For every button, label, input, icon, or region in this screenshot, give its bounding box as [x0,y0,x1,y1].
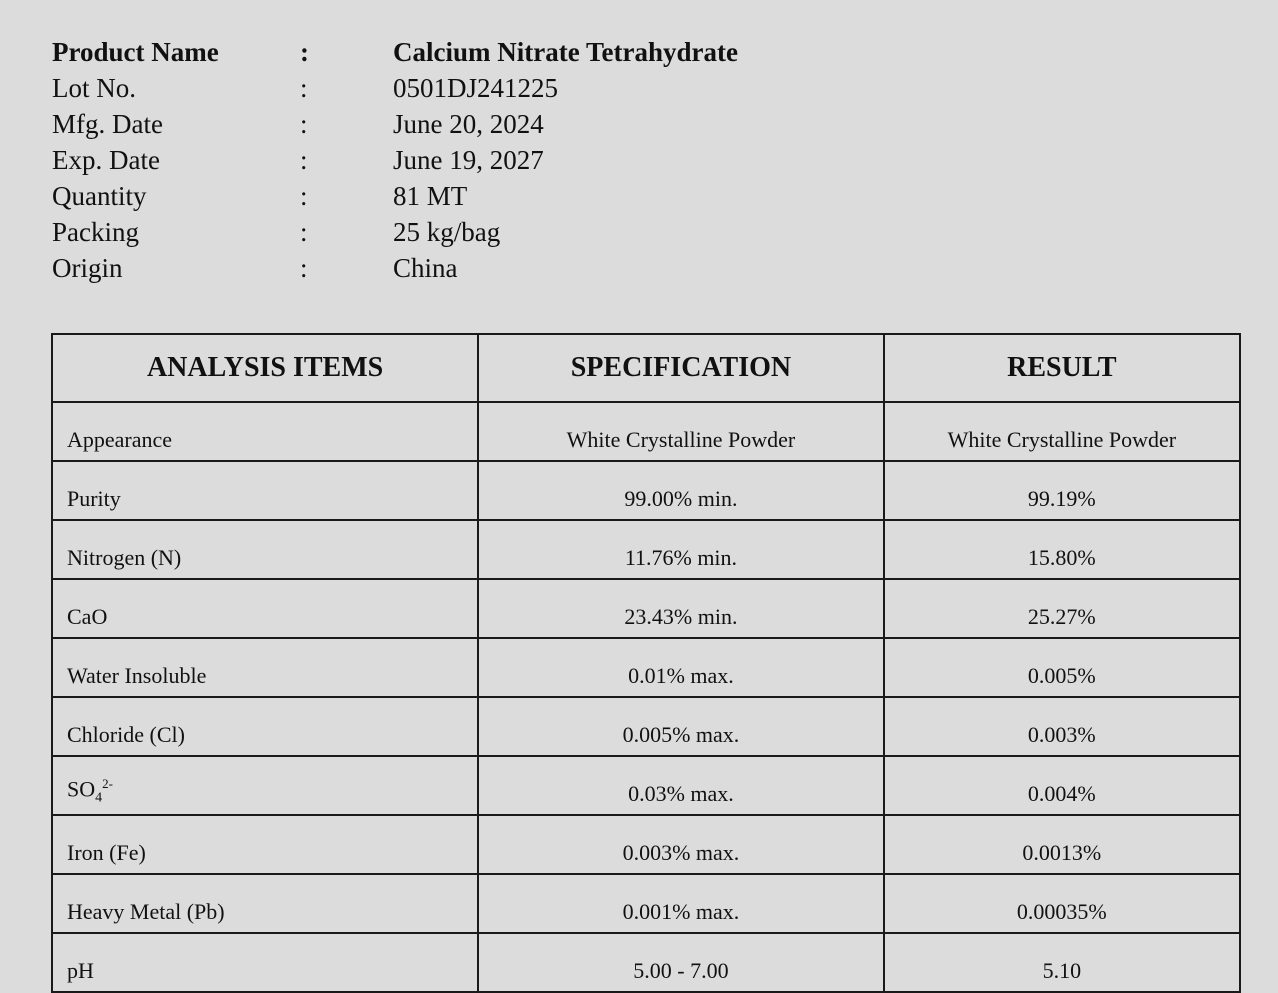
info-label: Mfg. Date [52,109,163,139]
cell-result: 99.19% [884,461,1240,520]
cell-item: Chloride (Cl) [52,697,478,756]
table-row [52,697,1240,756]
info-row-quantity [52,178,738,214]
cell-result: White Crystalline Powder [884,402,1240,461]
cell-item: Appearance [52,402,478,461]
header-specification: SPECIFICATION [478,334,883,402]
info-colon: : [300,217,308,247]
info-value: 0501DJ241225 [393,73,559,103]
table-row [52,461,1240,520]
info-colon: : [300,253,308,283]
info-row-origin [52,250,738,286]
info-colon: : [300,181,308,211]
cell-item: Purity [52,461,478,520]
item-text-part: 2- [102,776,113,792]
info-colon: : [300,73,308,103]
cell-result: 0.003% [884,697,1240,756]
cell-result: 0.00035% [884,874,1240,933]
cell-specification: 99.00% min. [478,461,883,520]
info-colon: : [300,37,309,67]
cell-item: Water Insoluble [52,638,478,697]
info-row-product-name [52,34,738,70]
table-row [52,756,1240,815]
cell-item: Nitrogen (N) [52,520,478,579]
info-label: Exp. Date [52,145,160,175]
cell-specification: 0.03% max. [478,756,883,815]
info-row-mfg-date [52,106,738,142]
info-row-exp-date [52,142,738,178]
info-value: China [393,253,458,283]
table-row [52,874,1240,933]
table-row [52,638,1240,697]
cell-result: 0.0013% [884,815,1240,874]
cell-item: Iron (Fe) [52,815,478,874]
table-row [52,579,1240,638]
cell-specification: 0.003% max. [478,815,883,874]
table-row [52,402,1240,461]
info-label: Quantity [52,181,147,211]
analysis-table [51,333,1241,993]
cell-item: Heavy Metal (Pb) [52,874,478,933]
cell-result: 0.005% [884,638,1240,697]
cell-item: CaO [52,579,478,638]
info-value: Calcium Nitrate Tetrahydrate [393,37,738,67]
table-row [52,520,1240,579]
info-value: June 19, 2027 [393,145,544,175]
table-row [52,933,1240,992]
cell-specification: 11.76% min. [478,520,883,579]
table-header-row [52,334,1240,402]
header-result: RESULT [884,334,1240,402]
info-value: June 20, 2024 [393,109,544,139]
cell-item [52,756,478,815]
item-text-part: 4 [95,791,103,806]
item-text-part: SO [67,776,96,802]
info-row-lot-no [52,70,738,106]
cell-specification: 23.43% min. [478,579,883,638]
info-label: Packing [52,217,139,247]
table-row [52,815,1240,874]
cell-result: 5.10 [884,933,1240,992]
cell-item: pH [52,933,478,992]
info-label: Product Name [52,37,219,67]
info-label: Origin [52,253,123,283]
info-row-packing [52,214,738,250]
cell-result: 25.27% [884,579,1240,638]
product-info [52,34,738,286]
cell-specification: 0.01% max. [478,638,883,697]
info-value: 25 kg/bag [393,217,501,247]
info-label: Lot No. [52,73,136,103]
info-value: 81 MT [393,181,468,211]
info-colon: : [300,145,308,175]
cell-specification: White Crystalline Powder [478,402,883,461]
header-analysis-items: ANALYSIS ITEMS [52,334,478,402]
cell-result: 0.004% [884,756,1240,815]
cell-specification: 0.001% max. [478,874,883,933]
cell-specification: 5.00 - 7.00 [478,933,883,992]
cell-specification: 0.005% max. [478,697,883,756]
info-colon: : [300,109,308,139]
cell-result: 15.80% [884,520,1240,579]
